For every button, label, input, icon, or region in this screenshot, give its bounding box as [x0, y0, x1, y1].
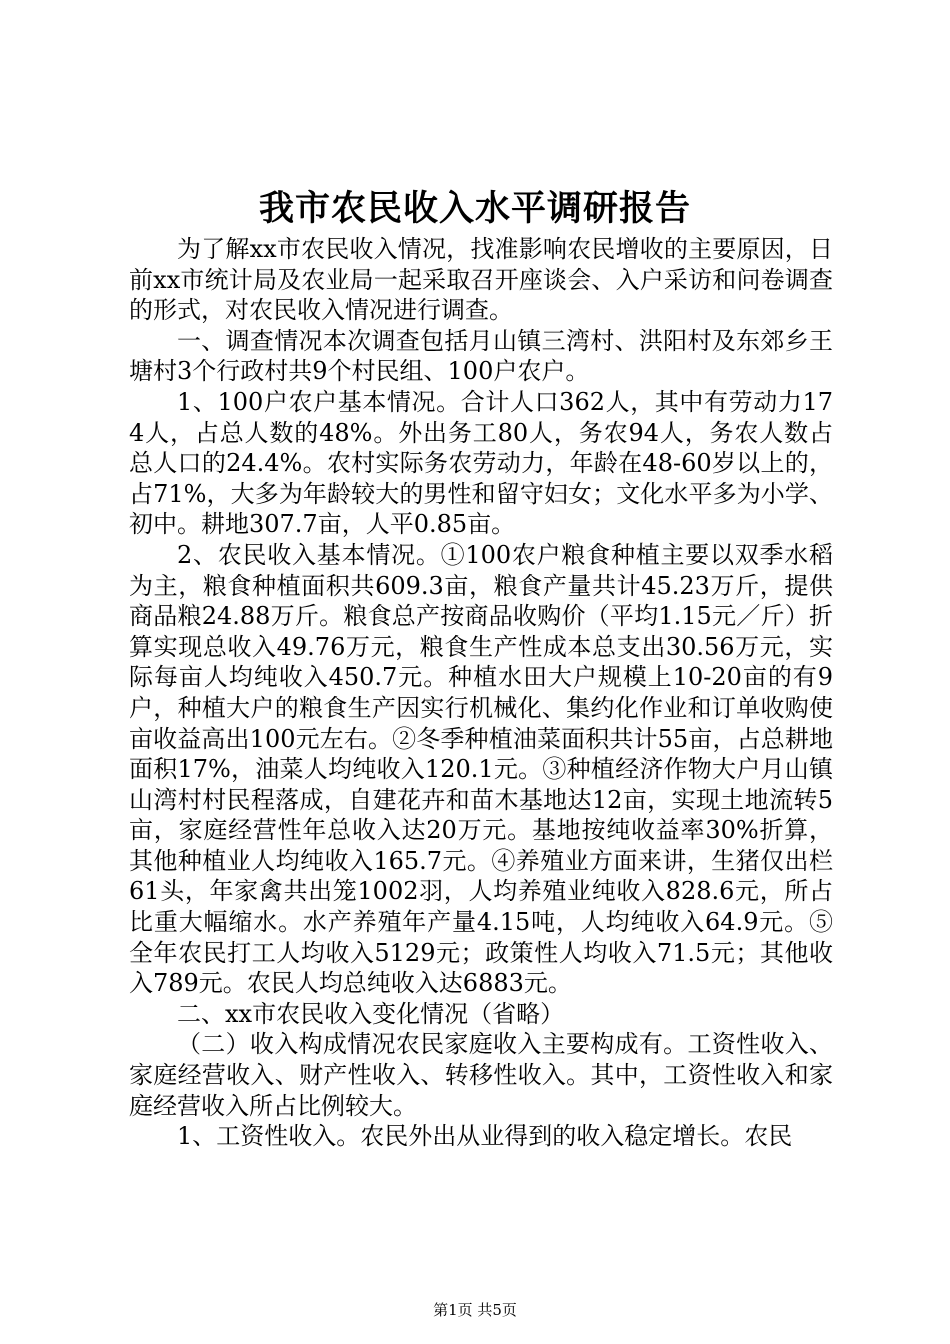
paragraph-wage-income: 1、工资性收入。农民外出从业得到的收入稳定增长。农民: [177, 1122, 793, 1151]
paragraph-intro: 为了解xx市农民收入情况，找准影响农民增收的主要原因，日前xx市统计局及农业局一起采取召开座谈会、入户采访和问卷调查的形式，对农民收入情况进行调查。: [129, 235, 833, 325]
paragraph-income-composition: （二）收入构成情况农民家庭收入主要构成有。工资性收入、家庭经营收入、财产性收入、转移性收入。其中，工资性收入和家庭经营收入所占比例较大。: [129, 1030, 833, 1120]
page-title: 我市农民收入水平调研报告: [258, 188, 691, 229]
paragraph-survey-overview: 一、调查情况本次调查包括月山镇三湾村、洪阳村及东郊乡王塘村3个行政村共9个村民组、100户农户。: [129, 326, 833, 386]
paragraph-income-basics: 2、农民收入基本情况。①100农户粮食种植主要以双季水稻为主，粮食种植面积共609.3亩，粮食产量共计45.23万斤，提供商品粮24.88万斤。粮食总产按商品收购价（平均1.15元／斤）折算实现总收入49.76万元，粮食生产性成本总支出30.56万元，实际每亩人均纯收入450.7元。种植水田大户规模上10-20亩的有9户，种植大户的粮食生产因实行机械化、集约化作业和订单收购使亩收益高出100元左右。②冬季种植油菜面积共计55亩，占总耕地面积17%，油菜人均纯收入120.1元。③种植经济作物大户月山镇山湾村村民程落成，自建花卉和苗木基地达12亩，实现土地流转5亩，家庭经营性年总收入达20万元。基地按纯收益率30%折算，其他种植业人均纯收入165.7元。④养殖业方面来讲，生猪仅出栏61头，年家禽共出笼1002羽，人均养殖业纯收入828.6元，所占比重大幅缩水。水产养殖年产量4.15吨，人均纯收入64.9元。⑤全年农民打工人均收入5129元；政策性人均收入71.5元；其他收入789元。农民人均总纯收入达6883元。: [129, 540, 833, 998]
page-footer: 第1页 共5页: [433, 1301, 517, 1319]
document-body: [129, 234, 833, 1152]
paragraph-income-change: 二、xx市农民收入变化情况（省略）: [177, 999, 565, 1028]
paragraph-household-basics: 1、100户农户基本情况。合计人口362人，其中有劳动力174人，占总人数的48%。外出务工80人，务农94人，务农人数占总人口的24.4%。农村实际务农劳动力，年龄在48-60岁以上的，占71%，大多为年龄较大的男性和留守妇女；文化水平多为小学、初中。耕地307.7亩，人平0.85亩。: [129, 387, 833, 539]
